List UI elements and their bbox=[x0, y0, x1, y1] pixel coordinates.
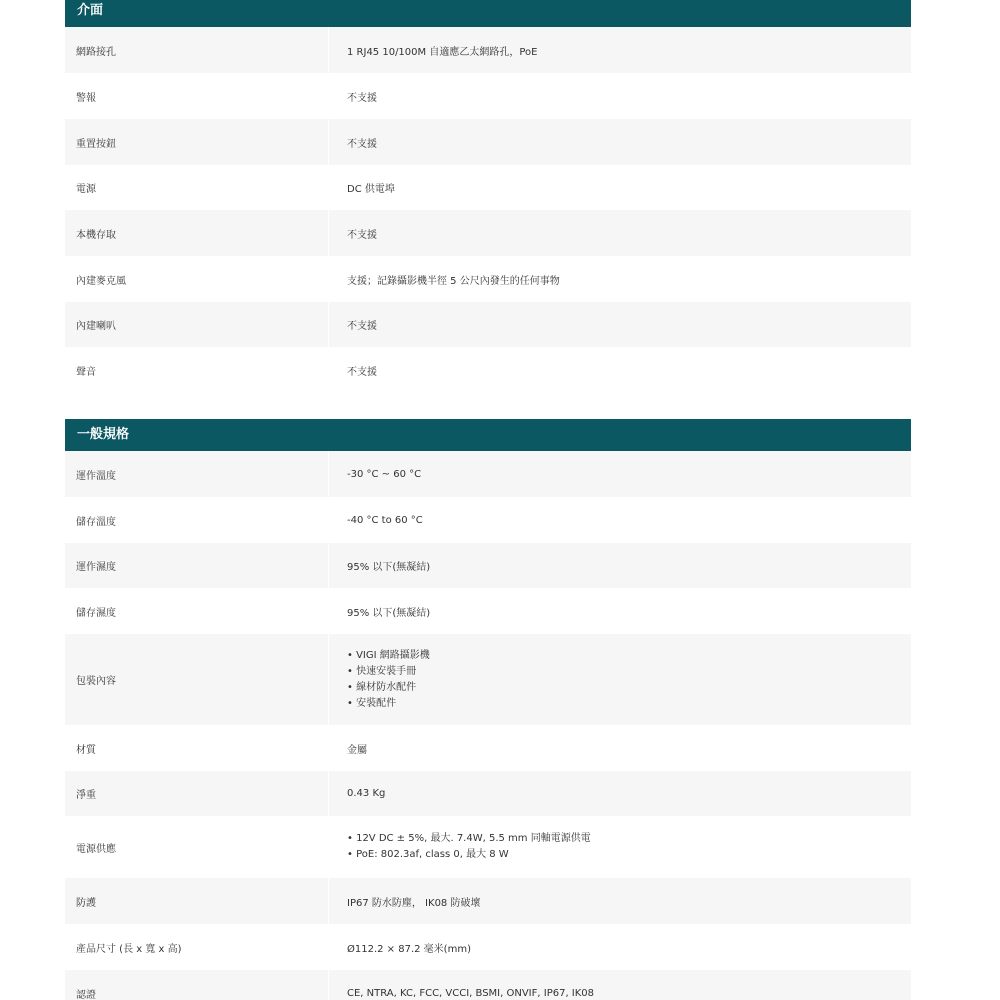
spec-row-net-weight bbox=[65, 771, 911, 816]
spec-value: 0.43 Kg bbox=[347, 788, 386, 799]
spec-row-speaker bbox=[65, 302, 911, 347]
interface-rows bbox=[65, 27, 911, 393]
package-contents-list bbox=[347, 648, 430, 712]
list-item: • 線材防水配件 bbox=[347, 680, 430, 696]
spec-value: 支援；記錄攝影機半徑 5 公尺內發生的任何事物 bbox=[347, 275, 560, 287]
spec-value: 1 RJ45 10/100M 自適應乙太網路孔，PoE bbox=[347, 46, 538, 58]
spec-value: Ø112.2 × 87.2 毫米(mm) bbox=[347, 943, 471, 955]
spec-value: 不支援 bbox=[347, 138, 377, 150]
spec-value: 不支援 bbox=[347, 92, 377, 104]
spec-row-storage-humidity bbox=[65, 588, 911, 634]
spec-row-package-contents bbox=[65, 634, 911, 725]
spec-value: -40 °C to 60 °C bbox=[347, 514, 423, 526]
spec-row-operating-humidity bbox=[65, 543, 911, 588]
spec-value: 金屬 bbox=[347, 744, 367, 756]
spec-value: DC 供電埠 bbox=[347, 184, 395, 195]
spec-row-dimensions bbox=[65, 924, 911, 970]
list-item: • VIGI 網路攝影機 bbox=[347, 648, 430, 664]
spec-label: 電源供應 bbox=[65, 816, 329, 878]
spec-row-storage-temperature bbox=[65, 497, 911, 543]
spec-value bbox=[329, 634, 911, 725]
spec-label: 儲存濕度 bbox=[65, 588, 329, 634]
spec-label: 警報 bbox=[65, 73, 329, 119]
general-rows bbox=[65, 451, 911, 1000]
spec-row-power bbox=[65, 165, 911, 210]
list-item: • 快速安裝手冊 bbox=[347, 664, 430, 680]
spec-value: 不支援 bbox=[347, 229, 377, 241]
spec-value: -30 °C ~ 60 °C bbox=[347, 468, 422, 480]
list-item: • 安裝配件 bbox=[347, 696, 430, 712]
spec-value bbox=[329, 816, 911, 878]
section-header-interface: 介面 bbox=[65, 0, 911, 27]
spec-label: 運作濕度 bbox=[65, 543, 329, 588]
spec-row-operating-temperature bbox=[65, 451, 911, 497]
spec-value: IP67 防水防塵， IK08 防破壞 bbox=[347, 897, 481, 909]
spec-label: 產品尺寸 (長 x 寬 x 高) bbox=[65, 924, 329, 970]
section-header-general: 一般規格 bbox=[65, 419, 911, 451]
spec-label: 材質 bbox=[65, 725, 329, 771]
spec-row-power-supply bbox=[65, 816, 911, 878]
spec-label: 本機存取 bbox=[65, 210, 329, 256]
spec-value: 不支援 bbox=[347, 366, 377, 378]
spec-value: 95% 以下(無凝結) bbox=[347, 607, 431, 619]
spec-row-audio bbox=[65, 347, 911, 393]
spec-label: 包裝內容 bbox=[65, 634, 329, 725]
spec-label: 淨重 bbox=[65, 771, 329, 816]
spec-row-reset-button bbox=[65, 119, 911, 165]
spec-label: 儲存溫度 bbox=[65, 497, 329, 543]
spec-label: 網路接孔 bbox=[65, 27, 329, 73]
spec-label: 內建喇叭 bbox=[65, 302, 329, 347]
spec-value: CE, NTRA, KC, FCC, VCCI, BSMI, ONVIF, IP67, IK08 bbox=[347, 987, 595, 999]
spec-row-local-storage bbox=[65, 210, 911, 256]
list-item: • PoE: 802.3af, class 0, 最大 8 W bbox=[347, 847, 591, 863]
general-spec-section bbox=[65, 419, 911, 1000]
spec-label: 聲音 bbox=[65, 347, 329, 393]
spec-value: 不支援 bbox=[347, 321, 377, 332]
spec-row-material bbox=[65, 725, 911, 771]
spec-row-network-port bbox=[65, 27, 911, 73]
spec-label: 電源 bbox=[65, 165, 329, 210]
spec-row-certification bbox=[65, 970, 911, 1000]
interface-section bbox=[65, 0, 911, 393]
spec-row-microphone bbox=[65, 256, 911, 302]
spec-row-protection bbox=[65, 878, 911, 924]
list-item: • 12V DC ± 5%, 最大. 7.4W, 5.5 mm 同軸電源供電 bbox=[347, 831, 591, 847]
spec-label: 內建麥克風 bbox=[65, 256, 329, 302]
spec-label: 防護 bbox=[65, 878, 329, 924]
spec-row-alarm bbox=[65, 73, 911, 119]
spec-label: 運作溫度 bbox=[65, 451, 329, 497]
spec-value: 95% 以下(無凝結) bbox=[347, 562, 431, 573]
spec-label: 認證 bbox=[65, 970, 329, 1000]
spec-label: 重置按鈕 bbox=[65, 119, 329, 165]
power-supply-list bbox=[347, 831, 591, 863]
